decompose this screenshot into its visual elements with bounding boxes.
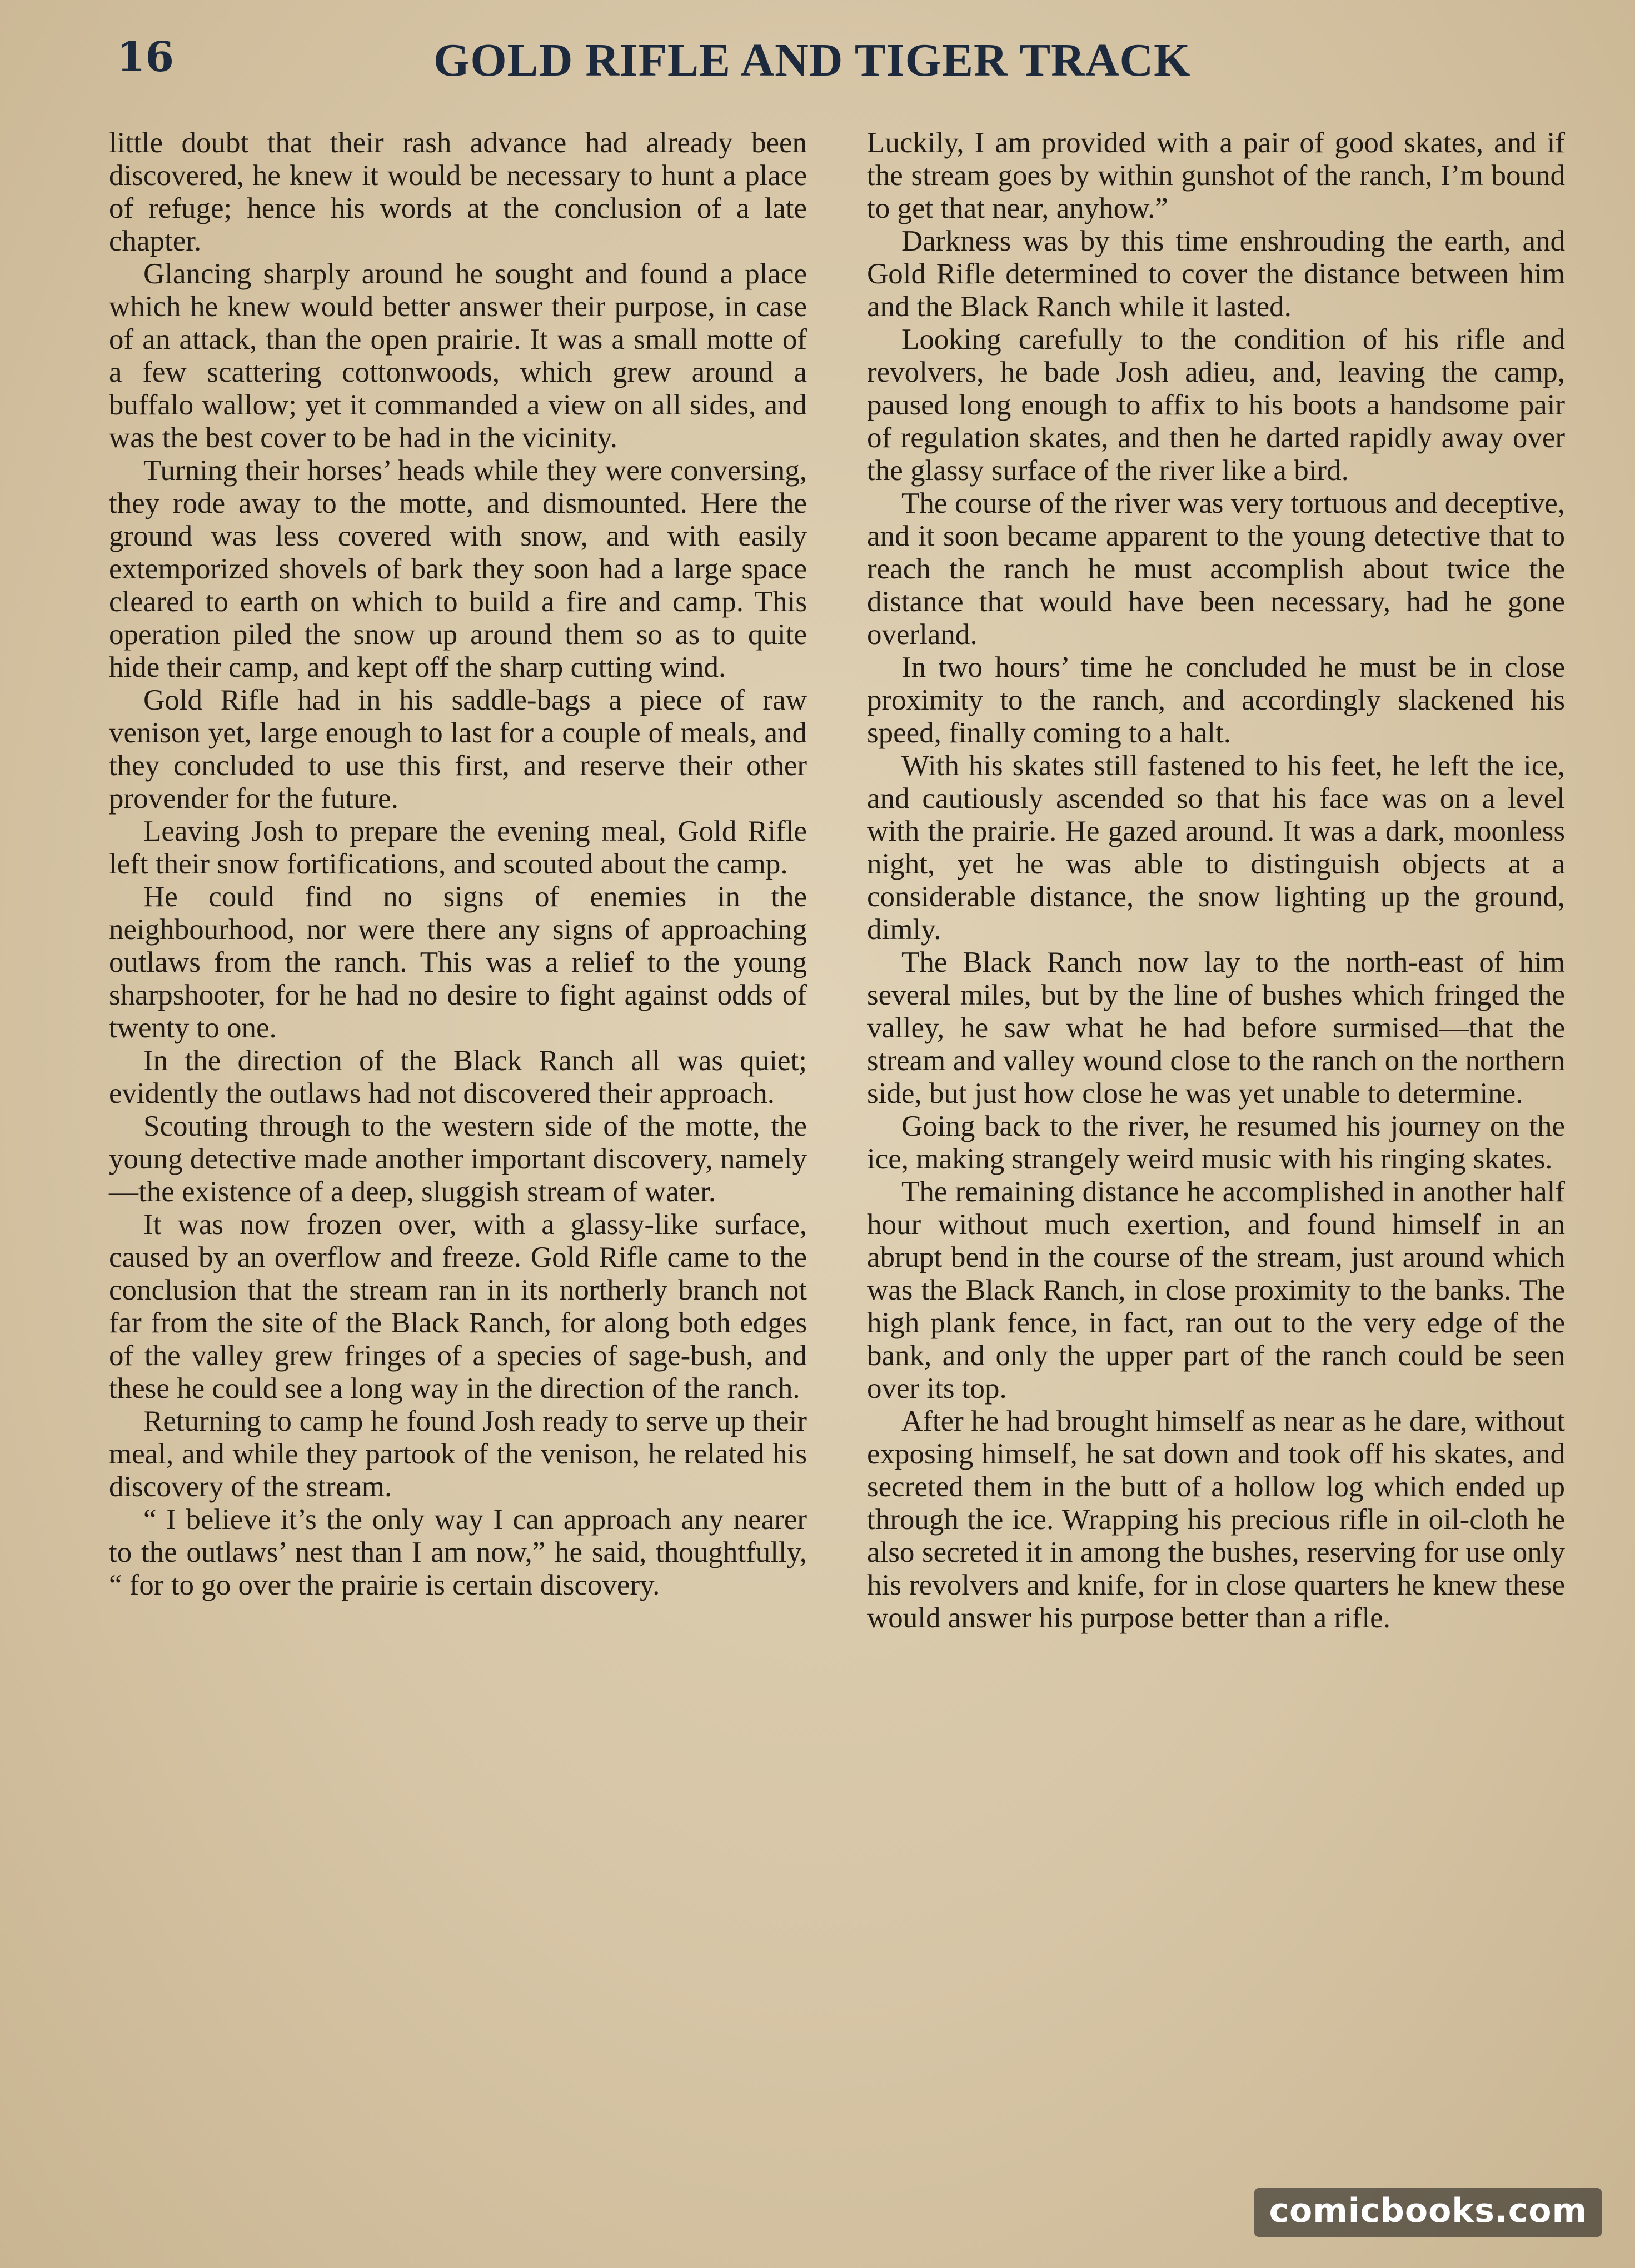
paragraph: “ I believe it’s the only way I can approach any nearer to the outlaws’ nest than I am now,” he said, thoughtfully, “ for to go over the prairie is certain discovery. (109, 1503, 807, 1601)
paragraph: Luckily, I am provided with a pair of good skates, and if the stream goes by within gunshot of the ranch, I’m bound to get that near, anyhow.” (867, 127, 1565, 224)
page-header (117, 33, 1245, 94)
text-columns (109, 127, 1565, 2138)
left-column (109, 127, 807, 2138)
paragraph: Gold Rifle had in his saddle-bags a piece of raw venison yet, large enough to last for a couple of meals, and they concluded to use this first, and reserve their other provender for the future. (109, 684, 807, 815)
paragraph: It was now frozen over, with a glassy-like surface, caused by an overflow and freeze. Gold Rifle came to the conclusion that the stream ran in its northerly branch not far from the site of the Black Ranch, for along both edges of the valley grew fringes of a species of sage-bush, and these he could see a long way in the direction of the ranch. (109, 1208, 807, 1405)
paragraph: With his skates still fastened to his feet, he left the ice, and cautiously ascended so that his face was on a level with the prairie. He gazed around. It was a dark, moonless night, yet he was able to distinguish objects at a considerable distance, the snow lighting up the ground, dimly. (867, 750, 1565, 946)
running-title: GOLD RIFLE AND TIGER TRACK (433, 34, 1191, 86)
right-column (867, 127, 1565, 2138)
paragraph: After he had brought himself as near as he dare, without exposing himself, he sat down and took off his skates, and secreted them in the butt of a hollow log which ended up through the ice. Wrapping his precious rifle in oil-cloth he also secreted it in among the bushes, reserving for use only his revolvers and knife, for in close quarters he knew these would answer his purpose better than a rifle. (867, 1405, 1565, 1634)
paragraph: The remaining distance he accomplished in another half hour without much exertion, and found himself in an abrupt bend in the course of the stream, just around which was the Black Ranch, in close proximity to the banks. The high plank fence, in fact, ran out to the very edge of the bank, and only the upper part of the ranch could be seen over its top. (867, 1176, 1565, 1405)
paragraph: In the direction of the Black Ranch all was quiet; evidently the outlaws had not discovered their approach. (109, 1045, 807, 1110)
paragraph: Turning their horses’ heads while they were conversing, they rode away to the motte, and dismounted. Here the ground was less covered with snow, and with easily extemporized shovels of bark they soon had a large space cleared to earth on which to build a fire and camp. This operation piled the snow up around them so as to quite hide their camp, and kept off the sharp cutting wind. (109, 454, 807, 683)
paragraph: The Black Ranch now lay to the north-east of him several miles, but by the line of bushes which fringed the valley, he saw what he had before surmised—that the stream and valley wound close to the ranch on the northern side, but just how close he was yet unable to determine. (867, 946, 1565, 1110)
paragraph: Returning to camp he found Josh ready to serve up their meal, and while they partook of the venison, he related his discovery of the stream. (109, 1405, 807, 1503)
paragraph: The course of the river was very tortuous and deceptive, and it soon became apparent to the young detective that to reach the ranch he must accomplish about twice the distance that would have been necessary, had he gone overland. (867, 487, 1565, 651)
paragraph: Going back to the river, he resumed his journey on the ice, making strangely weird music with his ringing skates. (867, 1110, 1565, 1175)
paragraph: Leaving Josh to prepare the evening meal, Gold Rifle left their snow fortifications, and scouted about the camp. (109, 815, 807, 880)
paragraph: Looking carefully to the condition of his rifle and revolvers, he bade Josh adieu, and, leaving the camp, paused long enough to affix to his boots a handsome pair of regulation skates, and then he darted rapidly away over the glassy surface of the river like a bird. (867, 323, 1565, 487)
site-watermark: comicbooks.com (1254, 2188, 1602, 2237)
paragraph: In two hours’ time he concluded he must be in close proximity to the ranch, and accordingly slackened his speed, finally coming to a halt. (867, 651, 1565, 749)
paragraph: Darkness was by this time enshrouding the earth, and Gold Rifle determined to cover the distance between him and the Black Ranch while it lasted. (867, 225, 1565, 323)
page-number: 16 (117, 33, 174, 81)
paragraph: Scouting through to the western side of the motte, the young detective made another important discovery, namely—the existence of a deep, sluggish stream of water. (109, 1110, 807, 1208)
paragraph: Glancing sharply around he sought and found a place which he knew would better answer their purpose, in case of an attack, than the open prairie. It was a small motte of a few scattering cottonwoods, which grew around a buffalo wallow; yet it commanded a view on all sides, and was the best cover to be had in the vicinity. (109, 258, 807, 454)
paragraph: He could find no signs of enemies in the neighbourhood, nor were there any signs of approaching outlaws from the ranch. This was a relief to the young sharpshooter, for he had no desire to fight against odds of twenty to one. (109, 881, 807, 1044)
paragraph: little doubt that their rash advance had already been discovered, he knew it would be necessary to hunt a place of refuge; hence his words at the conclusion of a late chapter. (109, 127, 807, 257)
